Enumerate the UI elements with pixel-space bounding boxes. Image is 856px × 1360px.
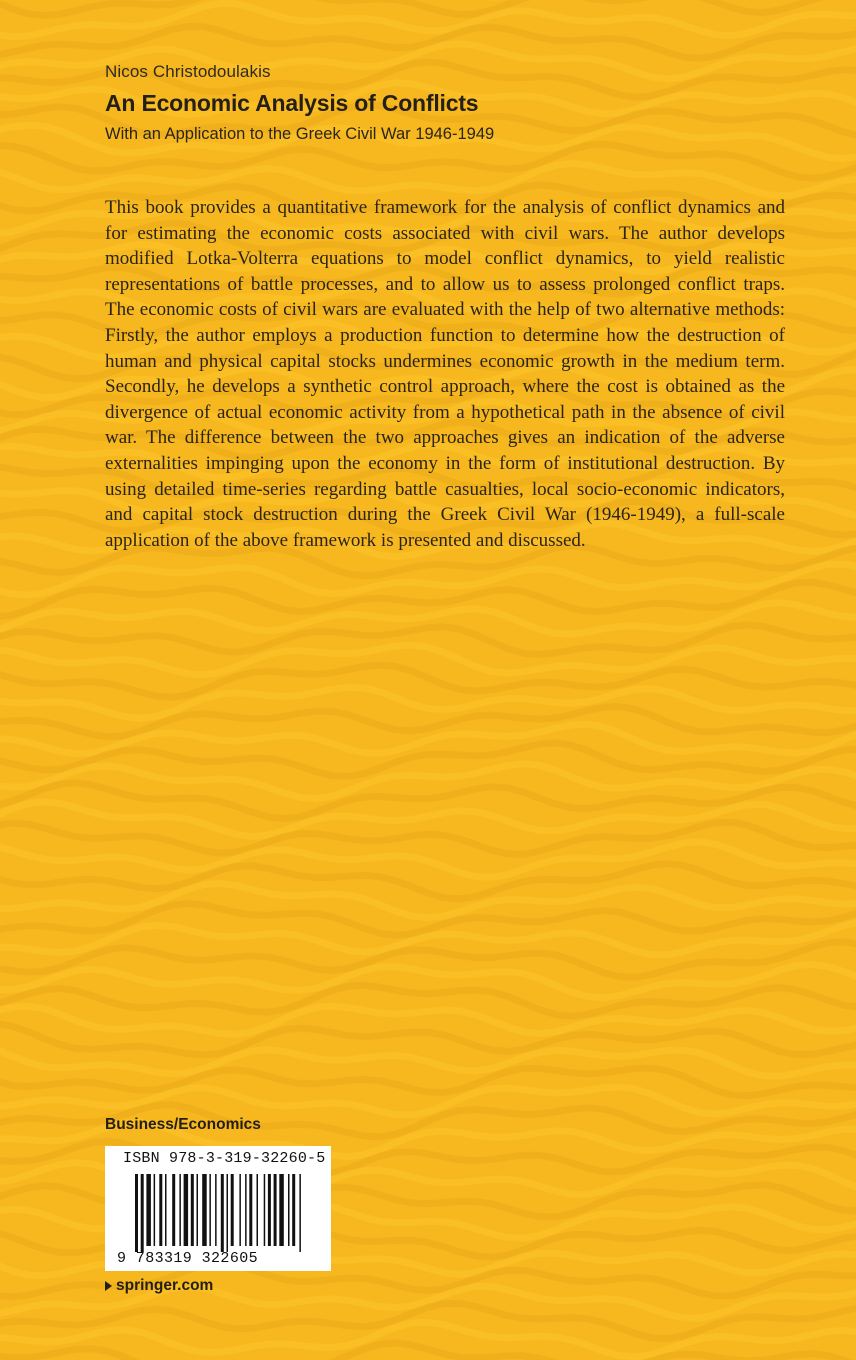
barcode-bar bbox=[227, 1174, 229, 1252]
barcode-bar bbox=[264, 1174, 266, 1246]
barcode-bar bbox=[279, 1174, 284, 1246]
barcode-bar bbox=[231, 1174, 234, 1246]
author-name: Nicos Christodoulakis bbox=[105, 62, 271, 81]
book-description: This book provides a quantitative framework for the analysis of conflict dynamics and for estimating the economic costs associated with civil wars. The author develops modified Lotka-Volterra equations to model conflict dynamics, to yield realistic representations of battle processes, and to allow us to assess prolonged conflict traps. The economic costs of civil wars are evaluated with the help of two alternative methods: Firstly, the author employs a production function to determine how the destruction of human and physical capital stocks undermines economic growth in the medium term. Secondly, he develops a synthetic control approach, where the cost is obtained as the divergence of actual economic activity from a hypothetical path in the absence of civil war. The difference between the two approaches gives an indication of the adverse externalities impinging upon the economy in the form of institutional destruction. By using detailed time-series regarding battle casualties, local socio-economic indicators, and capital stock destruction during the Greek Civil War (1946-1949), a full-scale application of the above framework is presented and discussed. bbox=[105, 197, 785, 551]
barcode-bar bbox=[159, 1174, 162, 1246]
barcode-bar bbox=[239, 1174, 241, 1246]
barcode-bar bbox=[197, 1174, 199, 1246]
subject-category: Business/Economics bbox=[105, 1116, 261, 1133]
barcode-bar bbox=[179, 1174, 181, 1246]
barcode-bar bbox=[274, 1174, 277, 1246]
barcode-digits: 9 783319 322605 bbox=[117, 1250, 259, 1267]
barcode-bar bbox=[292, 1174, 295, 1246]
publisher-url[interactable]: springer.com bbox=[116, 1277, 214, 1294]
publisher-link[interactable] bbox=[105, 1277, 213, 1295]
barcode-bar bbox=[215, 1174, 217, 1246]
barcode-bar bbox=[221, 1174, 224, 1252]
barcode-bar bbox=[299, 1174, 301, 1252]
barcode-bar bbox=[202, 1174, 207, 1246]
isbn-label: ISBN 978-3-319-32260-5 bbox=[123, 1150, 326, 1167]
book-title: An Economic Analysis of Conflicts bbox=[105, 90, 479, 116]
barcode-bar bbox=[141, 1174, 144, 1252]
barcode-bar bbox=[165, 1174, 167, 1246]
barcode-bar bbox=[191, 1174, 194, 1246]
barcode-bar bbox=[257, 1174, 259, 1246]
barcode-bar bbox=[172, 1174, 175, 1246]
barcode-bar bbox=[245, 1174, 247, 1246]
isbn-barcode bbox=[105, 1146, 331, 1271]
barcode-bar bbox=[135, 1174, 138, 1252]
barcode-bar bbox=[209, 1174, 211, 1246]
play-arrow-icon bbox=[105, 1281, 112, 1291]
barcode-bar bbox=[268, 1174, 271, 1246]
barcode-bar bbox=[154, 1174, 156, 1246]
barcode-bar bbox=[288, 1174, 290, 1246]
book-subtitle: With an Application to the Greek Civil War 1946-1949 bbox=[105, 125, 495, 143]
barcode-bar bbox=[184, 1174, 189, 1246]
barcode-bar bbox=[249, 1174, 252, 1246]
barcode-bar bbox=[146, 1174, 151, 1246]
